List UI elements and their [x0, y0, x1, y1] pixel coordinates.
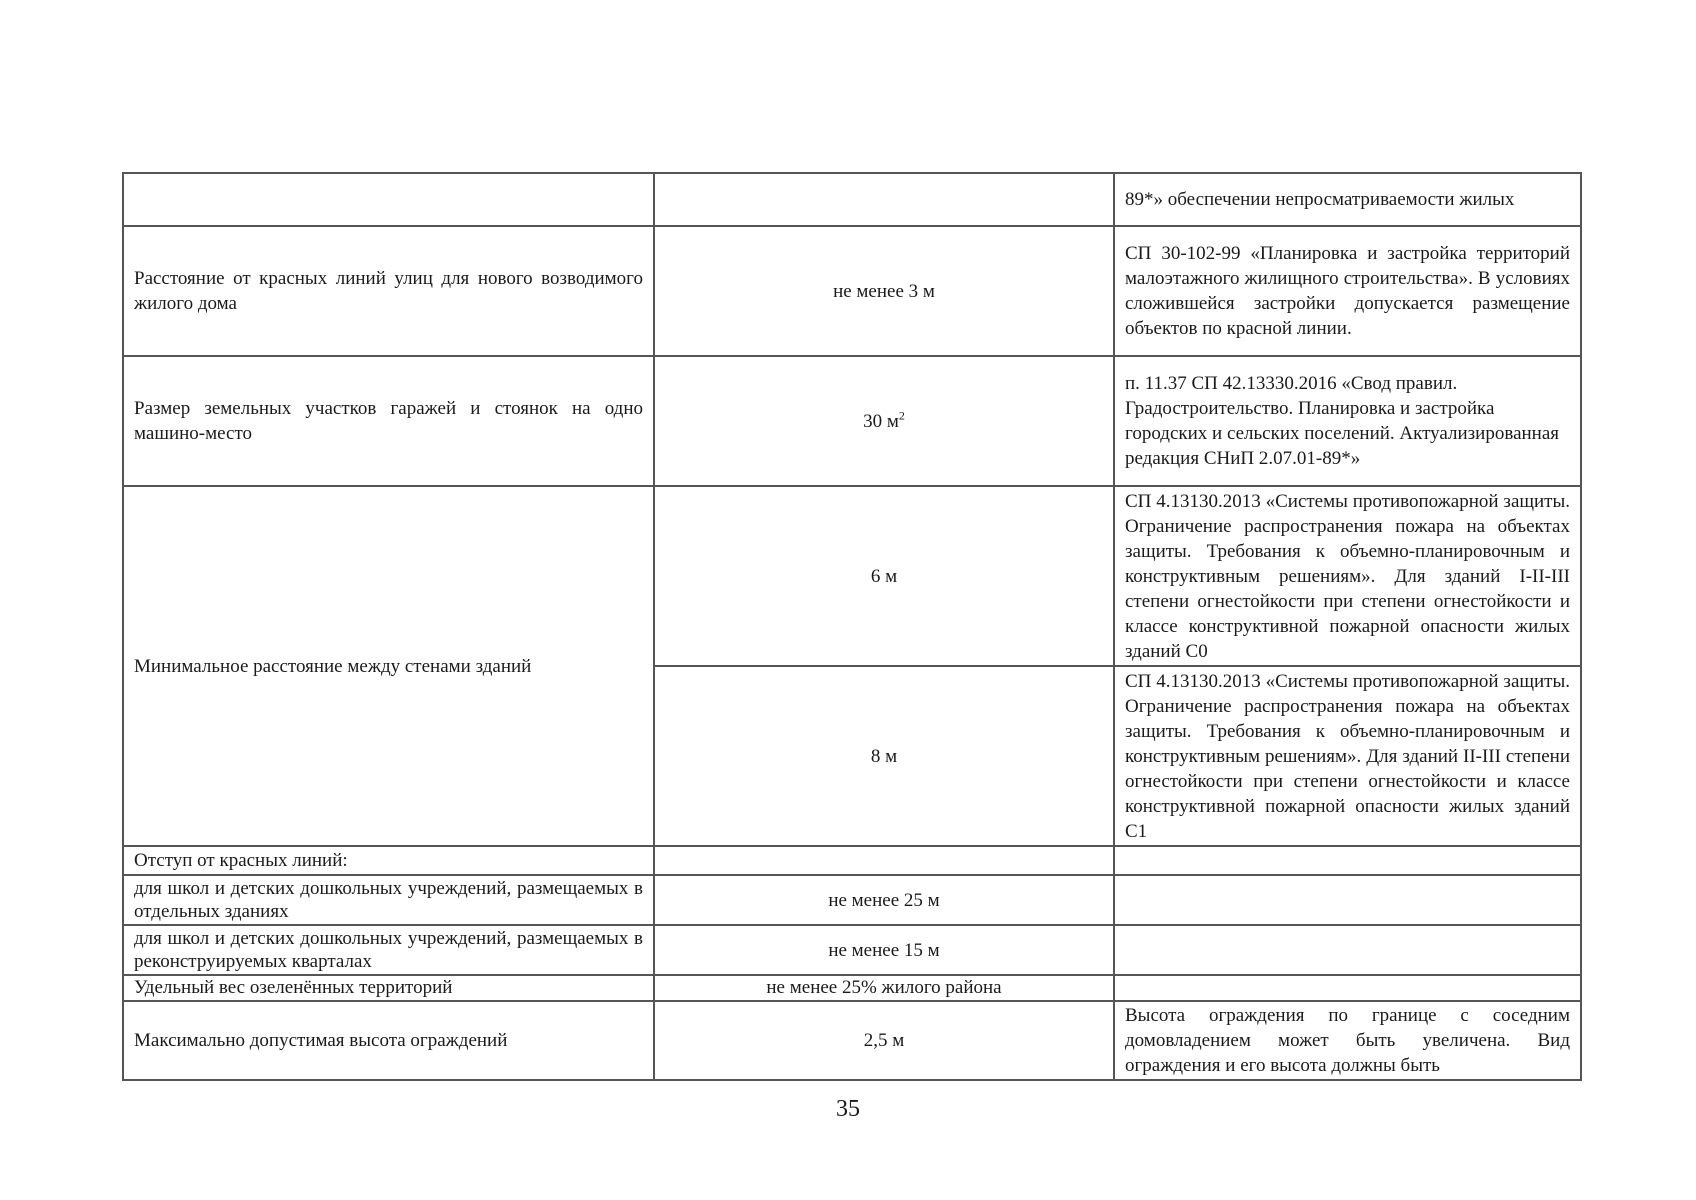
value-superscript: 2: [898, 408, 905, 423]
source-cell: [1114, 875, 1581, 925]
value-cell: [654, 173, 1114, 226]
value-cell: [654, 846, 1114, 875]
table-row: [123, 875, 1581, 925]
table-row: [123, 975, 1581, 1001]
table-row: [123, 173, 1581, 226]
source-cell: [1114, 975, 1581, 1001]
source-cell: [1114, 846, 1581, 875]
table-row: [123, 486, 1581, 666]
source-cell: [1114, 925, 1581, 975]
value-cell: не менее 25% жилого района: [654, 975, 1114, 1001]
parameter-cell: Минимальное расстояние между стенами зданий: [123, 486, 654, 846]
value-cell: 6 м: [654, 486, 1114, 666]
source-cell: 89*» обеспечении непросматриваемости жилых: [1114, 173, 1581, 226]
parameter-cell: Удельный вес озеленённых территорий: [123, 975, 654, 1001]
parameter-cell: Максимально допустимая высота ограждений: [123, 1001, 654, 1080]
table-row: [123, 925, 1581, 975]
value-cell: 8 м: [654, 666, 1114, 846]
table-row: [123, 1001, 1581, 1080]
parameter-cell: Расстояние от красных линий улиц для нового возводимого жилого дома: [123, 226, 654, 356]
source-cell: СП 4.13130.2013 «Системы противопожарной защиты. Ограничение распространения пожара на объектах защиты. Требования к объемно-планировочным и конструктивным решениям». Для зданий II-III степени огнестойкости при степени огнестойкости и классе конструктивной пожарной опасности жилых зданий С1: [1114, 666, 1581, 846]
parameter-cell: для школ и детских дошкольных учреждений, размещаемых в реконструируемых кварталах: [123, 925, 654, 975]
parameter-cell: Отступ от красных линий:: [123, 846, 654, 875]
parameter-cell: [123, 173, 654, 226]
parameter-cell: для школ и детских дошкольных учреждений, размещаемых в отдельных зданиях: [123, 875, 654, 925]
value-text: 30 м: [863, 410, 899, 432]
value-cell: не менее 3 м: [654, 226, 1114, 356]
regulations-table: [122, 172, 1582, 1081]
page-number: 35: [836, 1096, 860, 1122]
value-cell: не менее 25 м: [654, 875, 1114, 925]
value-cell: 2,5 м: [654, 1001, 1114, 1080]
source-cell: п. 11.37 СП 42.13330.2016 «Свод правил. Градостроительство. Планировка и застройка городских и сельских поселений. Актуализированная редакция СНиП 2.07.01-89*»: [1114, 356, 1581, 486]
source-cell: СП 30-102-99 «Планировка и застройка территорий малоэтажного жилищного строительства». В условиях сложившейся застройки допускается размещение объектов по красной линии.: [1114, 226, 1581, 356]
table-row: [123, 846, 1581, 875]
table-row: [123, 356, 1581, 486]
source-cell: Высота ограждения по границе с соседним домовладением может быть увеличена. Вид ограждения и его высота должны быть: [1114, 1001, 1581, 1080]
parameter-cell: Размер земельных участков гаражей и стоянок на одно машино-место: [123, 356, 654, 486]
value-cell: не менее 15 м: [654, 925, 1114, 975]
value-cell: [654, 356, 1114, 486]
source-cell: СП 4.13130.2013 «Системы противопожарной защиты. Ограничение распространения пожара на объектах защиты. Требования к объемно-планировочным и конструктивным решениям». Для зданий I-II-III степени огнестойкости при степени огнестойкости и классе конструктивной пожарной опасности жилых зданий С0: [1114, 486, 1581, 666]
table-row: [123, 226, 1581, 356]
